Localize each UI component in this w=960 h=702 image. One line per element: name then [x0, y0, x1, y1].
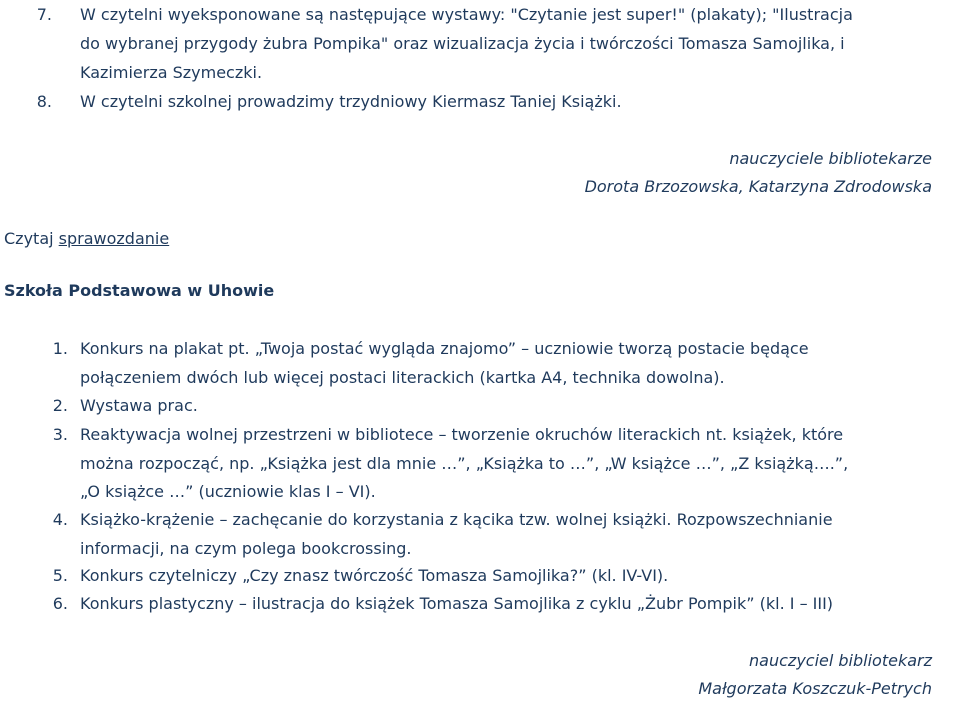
list-item-text: Konkurs na plakat pt. „Twoja postać wygląda znajomo” – uczniowie tworzą postacie będące — [80, 339, 809, 358]
list-item-number: 2. — [52, 396, 68, 415]
list-item-number: 8. — [36, 92, 52, 111]
list-item-text: Konkurs plastyczny – ilustracja do książek Tomasza Samojlika z cyklu „Żubr Pompik” (kl. I – III) — [80, 594, 834, 613]
list-item-text: Reaktywacja wolnej przestrzeni w bibliotece – tworzenie okruchów literackich nt. książek, które — [80, 425, 844, 444]
signature-role: nauczyciel bibliotekarz — [749, 651, 932, 670]
list-item-text: do wybranej przygody żubra Pompika" oraz wizualizacja życia i twórczości Tomasza Samojlika, i — [80, 34, 845, 53]
list-item-number: 5. — [52, 566, 68, 585]
list-item-text: Wystawa prac. — [80, 396, 198, 415]
list-item-text: Kazimierza Szymeczki. — [80, 63, 263, 82]
list-item-text: W czytelni wyeksponowane są następujące wystawy: "Czytanie jest super!" (plakaty); "Ilustracja — [80, 5, 853, 24]
read-more-prefix: Czytaj — [4, 229, 59, 248]
list-item-text: informacji, na czym polega bookcrossing. — [80, 539, 412, 558]
list-item-number: 7. — [36, 5, 52, 24]
signature-names: Dorota Brzozowska, Katarzyna Zdrodowska — [584, 177, 932, 196]
list-item-text: połączeniem dwóch lub więcej postaci literackich (kartka A4, technika dowolna). — [80, 368, 725, 387]
signature-name: Małgorzata Koszczuk-Petrych — [698, 679, 932, 698]
list-item-number: 1. — [52, 339, 68, 358]
list-item-text: W czytelni szkolnej prowadzimy trzydniowy Kiermasz Taniej Książki. — [80, 92, 622, 111]
read-more — [4, 229, 169, 249]
list-item-number: 6. — [52, 594, 68, 613]
list-item-number: 3. — [52, 425, 68, 444]
list-item-text: „O książce …” (uczniowie klas I – VI). — [80, 482, 376, 501]
signature-role: nauczyciele bibliotekarze — [729, 149, 932, 168]
report-link[interactable]: sprawozdanie — [58, 229, 170, 248]
section-title: Szkoła Podstawowa w Uhowie — [4, 281, 275, 300]
list-item-text: można rozpocząć, np. „Książka jest dla mnie …”, „Książka to …”, „W książce …”, „Z książką….”, — [80, 454, 849, 473]
list-item-text: Książko-krążenie – zachęcanie do korzystania z kącika tzw. wolnej książki. Rozpowszechnianie — [80, 510, 833, 529]
list-item-number: 4. — [52, 510, 68, 529]
list-item-text: Konkurs czytelniczy „Czy znasz twórczość Tomasza Samojlika?” (kl. IV-VI). — [80, 566, 669, 585]
